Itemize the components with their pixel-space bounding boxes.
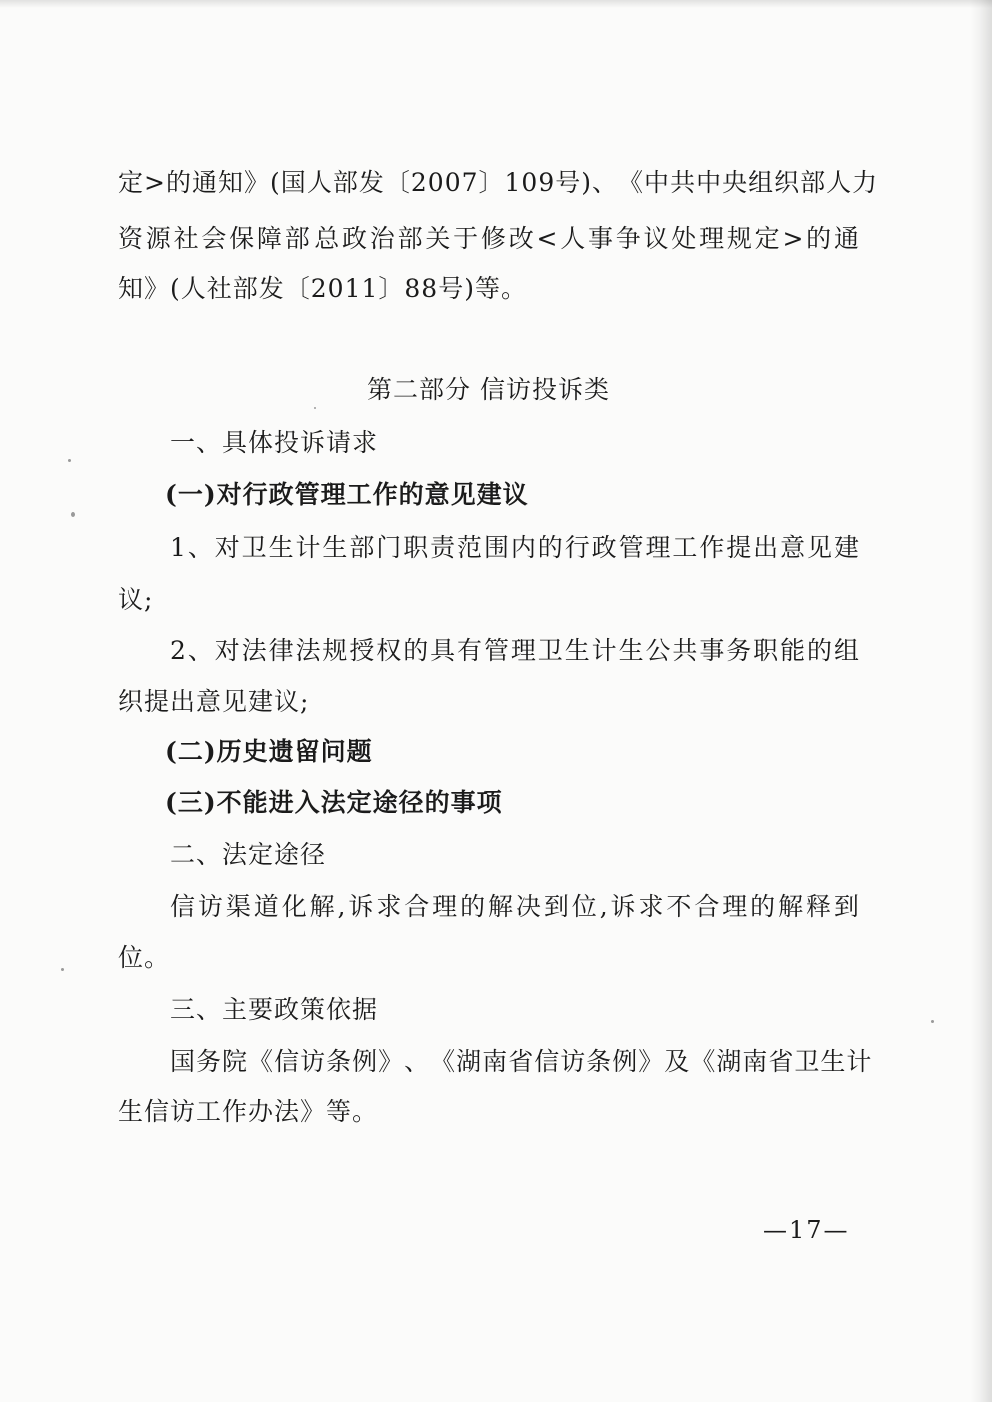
scan-speck (314, 407, 316, 409)
scan-top-shadow (0, 0, 992, 8)
scan-speck (68, 459, 71, 462)
heading-policy-basis: 三、主要政策依据 (170, 995, 379, 1024)
policy-basis-text-line-2: 生信访工作办法》等。 (118, 1097, 379, 1126)
paragraph-continuation-line-1: 定 > 的 通 知 》 ( 国 人 部 发 〔 2 0 0 7 〕 1 0 9 号 ) 、 《 中 共 中 央 组 织 部 人 力 (118, 168, 879, 197)
paragraph-continuation-line-3: 知》(人社部发〔2011〕88号)等。 (118, 274, 527, 303)
scan-speck (61, 968, 64, 971)
scan-speck (71, 512, 75, 517)
policy-basis-text-line-1: 国 务 院 《 信 访 条 例 》 、 《 湖 南 省 信 访 条 例 》 及 《 湖 南 省 卫 生 计 (170, 1047, 873, 1076)
heading-statutory-channel: 二、法定途径 (170, 840, 327, 869)
section-title: 第二部分 信访投诉类 (367, 375, 610, 404)
item-2-line-1: 2 、 对 法 律 法 规 授 权 的 具 有 管 理 卫 生 计 生 公 共 事 务 职 能 的 组 (170, 636, 860, 665)
subheading-historical-issues: (二)历史遗留问题 (165, 737, 373, 766)
subheading-non-statutory-matters: (三)不能进入法定途径的事项 (165, 788, 503, 817)
scan-right-shadow (970, 0, 992, 1402)
page-number: —17— (763, 1216, 850, 1244)
item-2-line-2: 织提出意见建议; (118, 687, 310, 716)
statutory-channel-text-line-1: 信 访 渠 道 化 解 , 诉 求 合 理 的 解 决 到 位 , 诉 求 不 合 理 的 解 释 到 (170, 892, 860, 921)
scan-speck (931, 1020, 934, 1023)
item-1-line-2: 议; (118, 585, 154, 614)
heading-specific-complaints: 一、具体投诉请求 (170, 428, 379, 457)
subheading-admin-suggestions: (一)对行政管理工作的意见建议 (165, 480, 529, 509)
item-1-line-1: 1 、 对 卫 生 计 生 部 门 职 责 范 围 内 的 行 政 管 理 工 作 提 出 意 见 建 (170, 533, 860, 562)
paragraph-continuation-line-2: 资 源 社 会 保 障 部 总 政 治 部 关 于 修 改 < 人 事 争 议 处 理 规 定 > 的 通 (118, 224, 860, 253)
statutory-channel-text-line-2: 位。 (118, 943, 171, 972)
